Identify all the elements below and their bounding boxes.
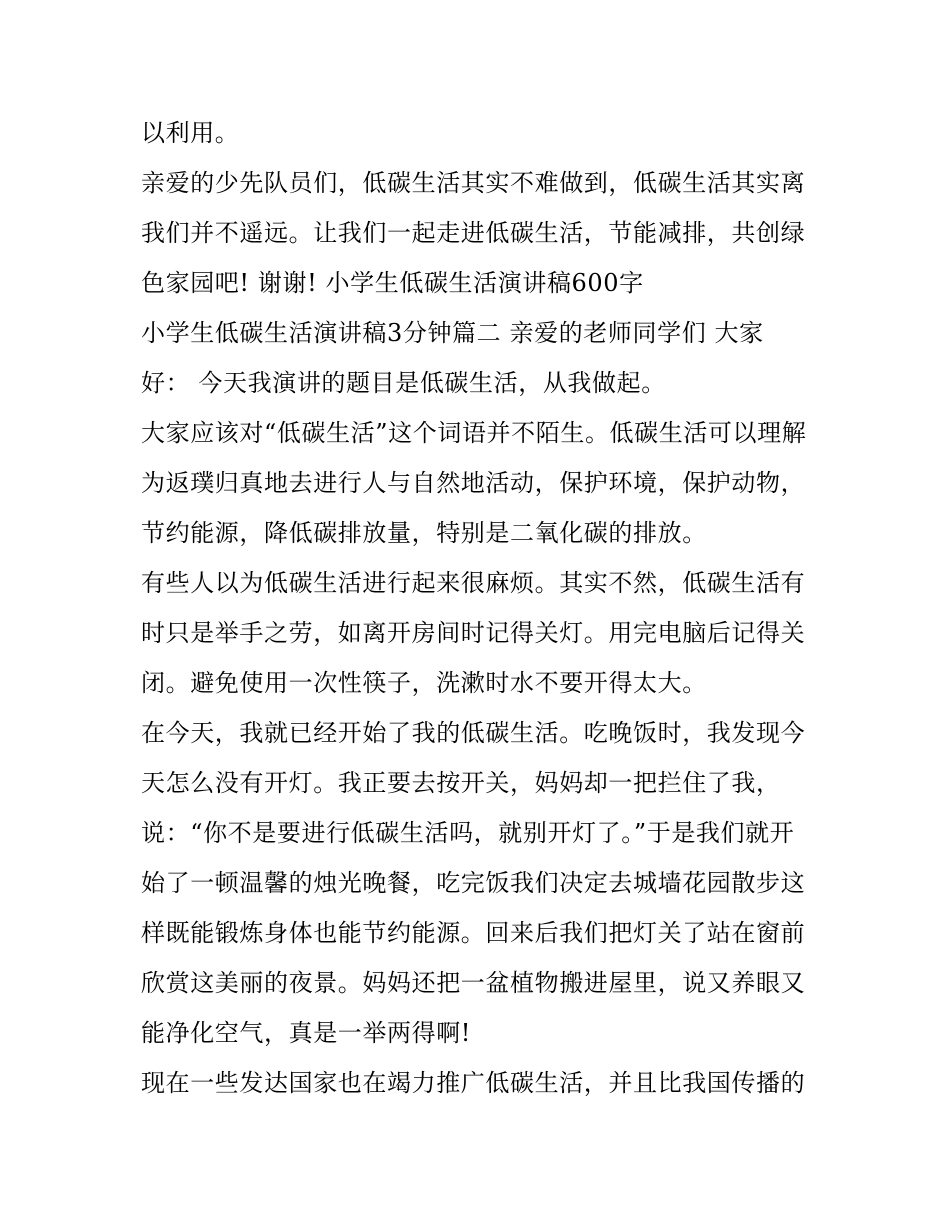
text-line: 说：“你不是要进行低碳生活吗，就别开灯了。”于是我们就开 [141,819,795,847]
text-line: 始了一顿温馨的烛光晚餐，吃完饭我们决定去城墙花园散步这 [141,869,806,897]
text-line: 亲爱的少先队员们，低碳生活其实不难做到，低碳生活其实离 [141,169,806,197]
text-line: 样既能锻炼身体也能节约能源。回来后我们把灯关了站在窗前 [141,919,806,947]
text-line: 我们并不遥远。让我们一起走进低碳生活，节能减排，共创绿 [141,219,806,247]
text-line: 以利用。 [141,119,240,147]
text-line: 时只是举手之劳，如离开房间时记得关灯。用完电脑后记得关 [141,619,806,647]
text-line: 在今天，我就已经开始了我的低碳生活。吃晚饭时，我发现今 [141,719,806,747]
text-line: 为返璞归真地去进行人与自然地活动，保护环境，保护动物， [141,469,806,497]
text-line: 闭。避免使用一次性筷子，洗漱时水不要开得太大。 [141,669,707,697]
text-line: 节约能源，降低碳排放量，特别是二氧化碳的排放。 [141,519,707,547]
text-line: 小学生低碳生活演讲稿3分钟篇二 亲爱的老师同学们 大家 [141,319,764,347]
text-line: 现在一些发达国家也在竭力推广低碳生活，并且比我国传播的 [141,1069,806,1097]
text-line: 好： 今天我演讲的题目是低碳生活，从我做起。 [141,369,666,397]
text-line: 欣赏这美丽的夜景。妈妈还把一盆植物搬进屋里，说又养眼又 [141,969,806,997]
document-body [141,108,821,1108]
text-line: 能净化空气，真是一举两得啊! [141,1019,472,1047]
text-line: 天怎么没有开灯。我正要去按开关，妈妈却一把拦住了我， [141,769,781,797]
text-line: 有些人以为低碳生活进行起来很麻烦。其实不然，低碳生活有 [141,569,806,597]
text-line: 色家园吧! 谢谢! 小学生低碳生活演讲稿600字 [141,269,644,297]
text-line: 大家应该对“低碳生活”这个词语并不陌生。低碳生活可以理解 [141,419,807,447]
